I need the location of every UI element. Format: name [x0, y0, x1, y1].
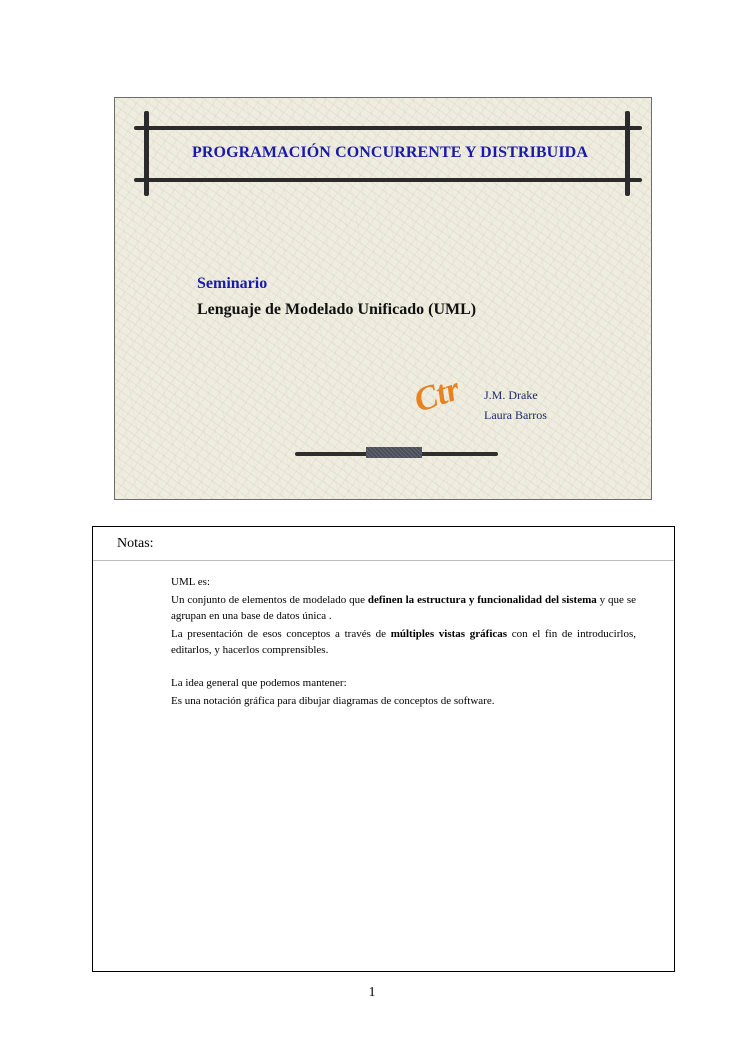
author-2: Laura Barros — [484, 408, 547, 422]
author-1: J.M. Drake — [484, 388, 538, 402]
notes-label: Notas: — [117, 536, 154, 551]
page-number: 1 — [368, 985, 376, 1000]
frame-right-post — [625, 111, 630, 196]
notes-paragraph-1: Un conjunto de elementos de modelado que definen la estructura y funcionalidad del sistema y que se agrupan en una base de datos única . — [171, 594, 637, 622]
notes-body — [171, 574, 636, 711]
notes-paragraph-3: La idea general que podemos mantener: — [171, 677, 347, 689]
frame-top-bar — [134, 126, 642, 130]
notes-header — [93, 527, 674, 561]
frame-left-post — [144, 111, 149, 196]
seminar-label: Seminario — [197, 275, 268, 292]
notes-paragraph-4: Es una notación gráfica para dibujar diagramas de conceptos de software. — [171, 695, 495, 707]
slide — [114, 97, 652, 500]
notes-box — [92, 526, 675, 972]
frame-bottom-bar — [134, 178, 642, 182]
seminar-title: Lenguaje de Modelado Unificado (UML) — [197, 301, 477, 318]
notes-paragraph-2: La presentación de esos conceptos a través de múltiples vistas gráficas con el fin de introducirlos, editarlos, y hacerlos comprensibles. — [171, 628, 636, 656]
slide-title: PROGRAMACIÓN CONCURRENTE Y DISTRIBUIDA — [192, 144, 588, 161]
logo-text: Ctr — [409, 370, 465, 420]
footer-block — [366, 447, 422, 458]
ctr-logo — [409, 366, 465, 420]
notes-intro: UML es: — [171, 576, 211, 588]
